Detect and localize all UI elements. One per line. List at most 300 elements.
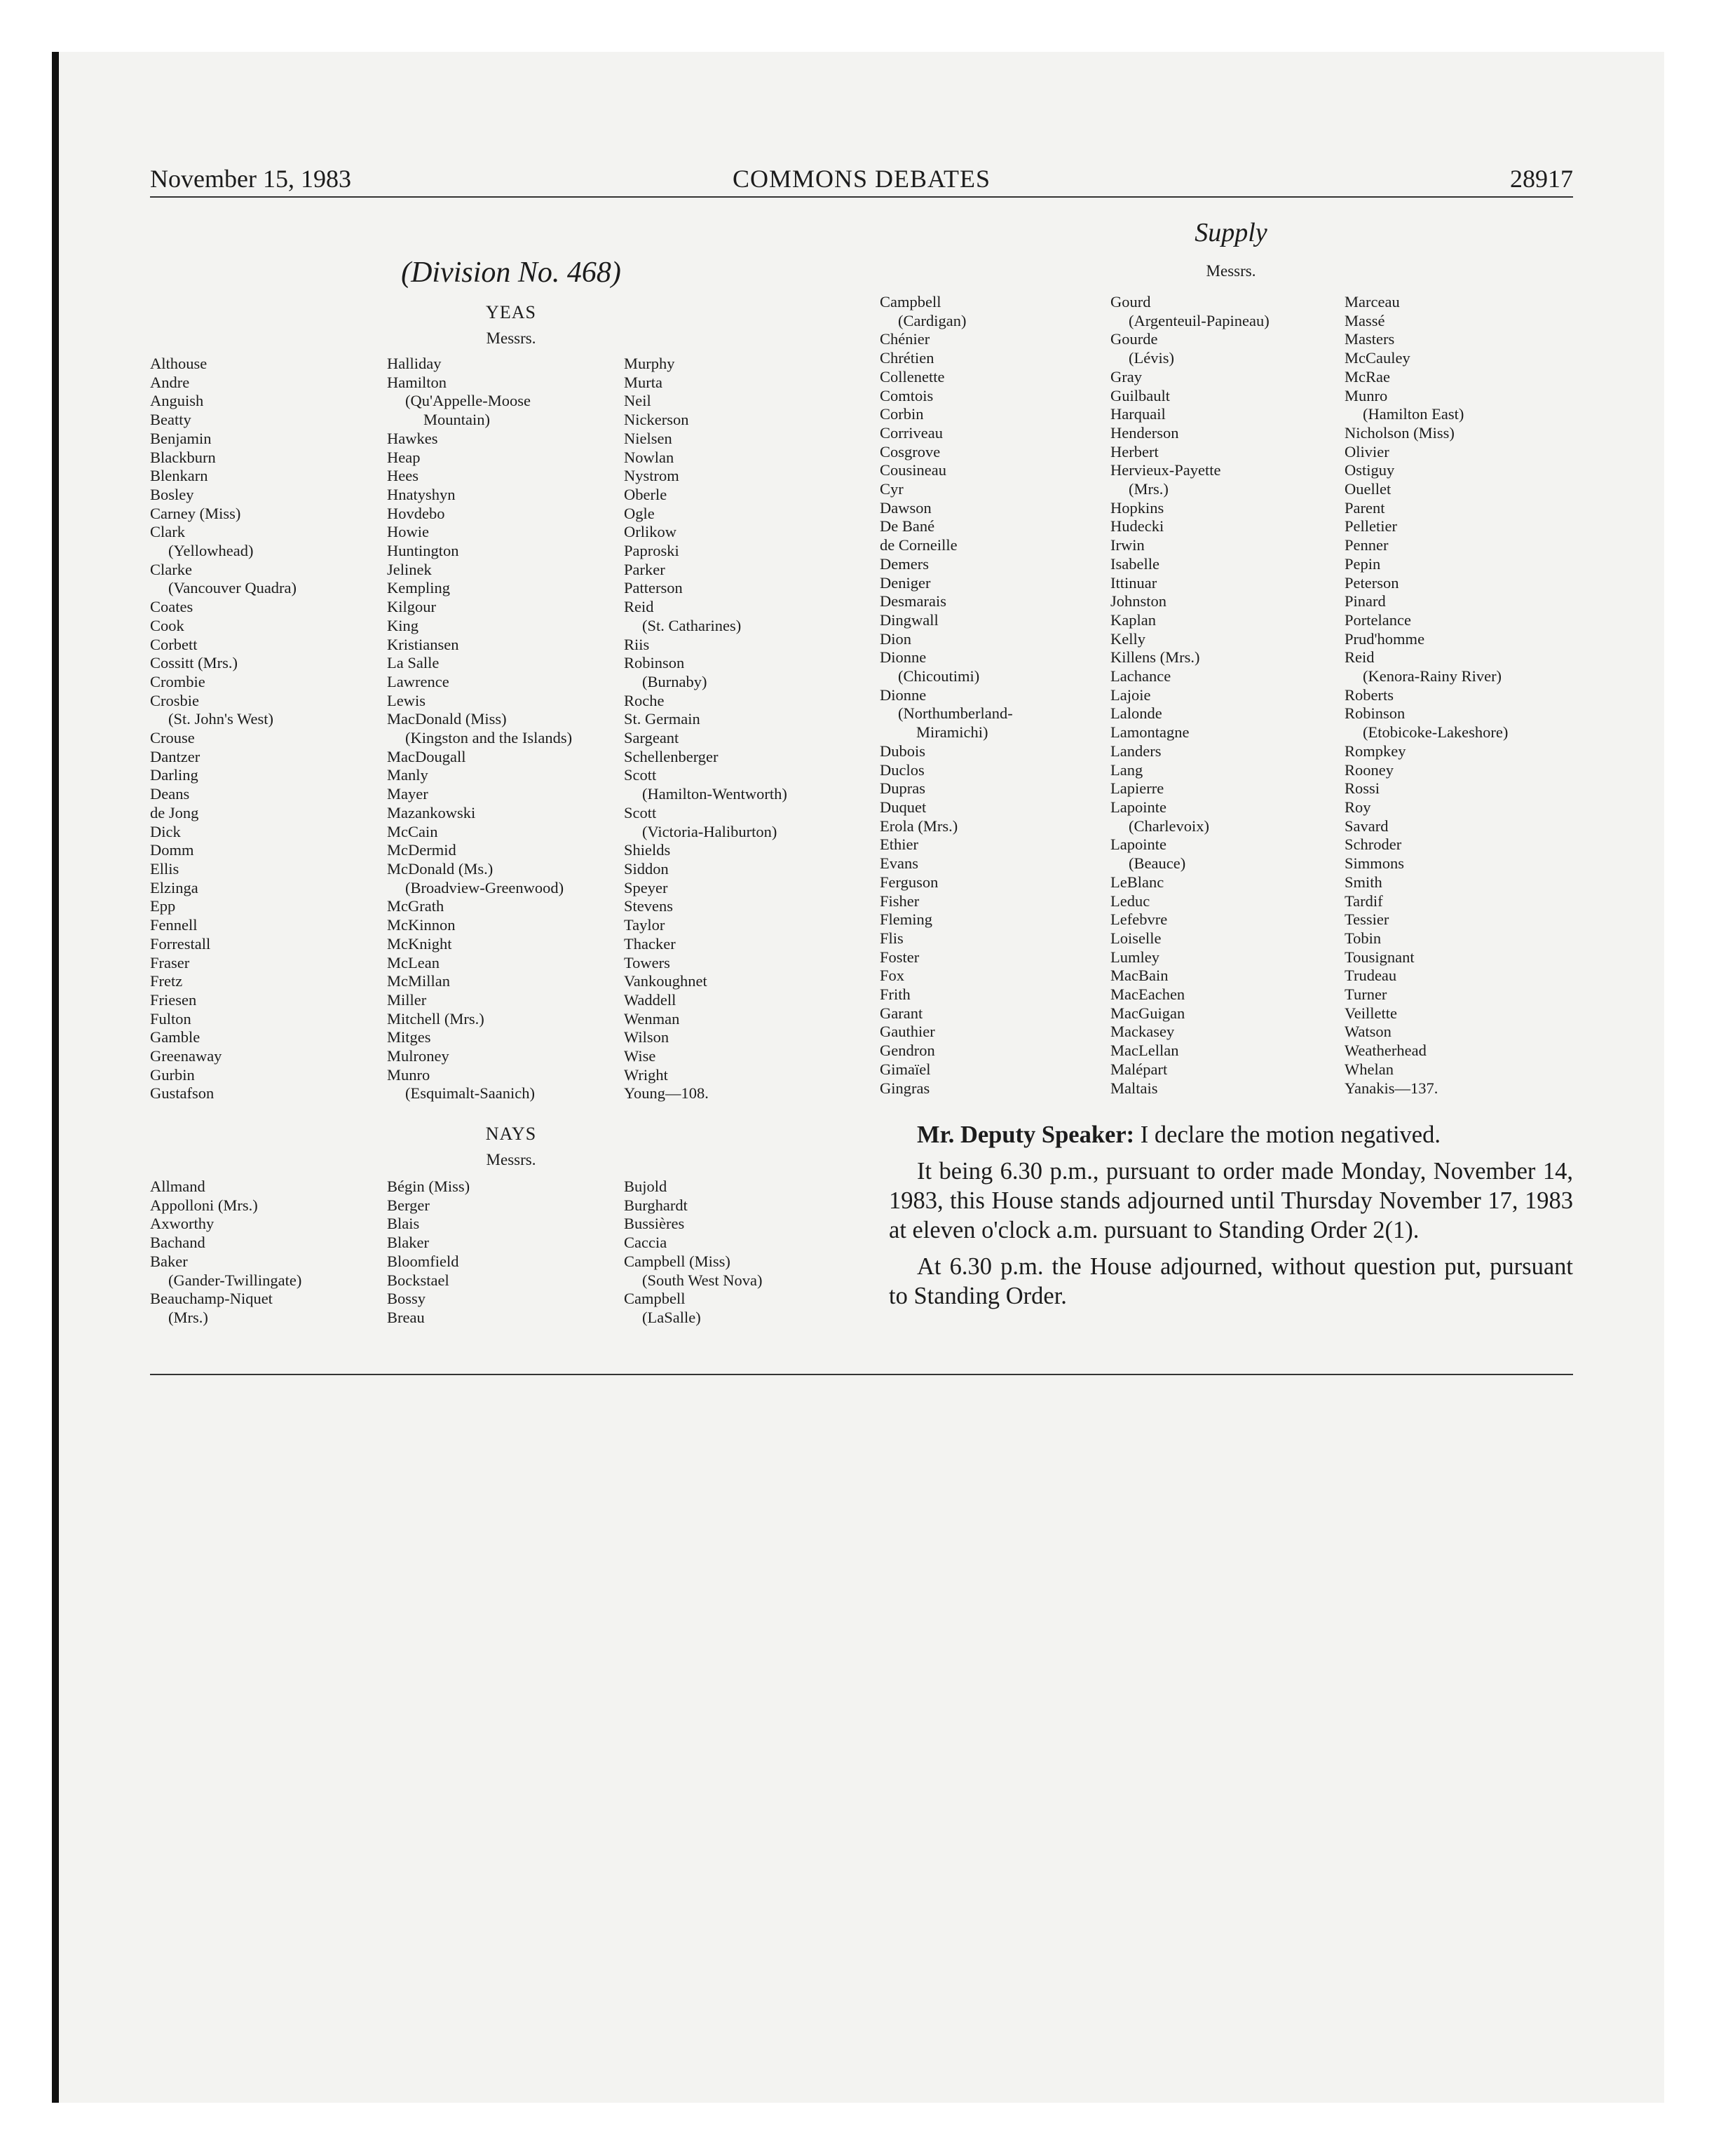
member-name: de Corneille bbox=[880, 536, 958, 554]
member-name: Corbett bbox=[150, 635, 198, 653]
member-name: Kaplan bbox=[1110, 610, 1156, 629]
nays-continued-messrs: Messrs. bbox=[1206, 262, 1256, 280]
nays-column-3 bbox=[624, 1178, 763, 1328]
member-name: Ferguson bbox=[880, 873, 939, 891]
member-name: LeBlanc bbox=[1110, 873, 1164, 891]
riding-name: (Lévis) bbox=[1129, 349, 1174, 367]
member-name: Dubois bbox=[880, 742, 926, 760]
member-name: Breau bbox=[387, 1308, 425, 1326]
member-name: Friesen bbox=[150, 990, 197, 1009]
member-name: Duclos bbox=[880, 760, 925, 779]
member-name: Ogle bbox=[624, 504, 655, 522]
member-name: Bégin (Miss) bbox=[387, 1178, 470, 1195]
member-name: Corbin bbox=[880, 405, 924, 423]
member-name: Watson bbox=[1345, 1023, 1392, 1041]
member-name: Hudecki bbox=[1110, 517, 1164, 535]
member-name: Lamontagne bbox=[1110, 723, 1190, 742]
yeas-column-1 bbox=[150, 355, 297, 1103]
member-name: Mitchell (Mrs.) bbox=[387, 1009, 484, 1028]
yeas-column-2 bbox=[387, 355, 572, 1103]
member-name: Blackburn bbox=[150, 448, 216, 466]
member-name: MacDougall bbox=[387, 747, 466, 765]
member-name: Lefebvre bbox=[1110, 910, 1168, 929]
member-name: Tousignant bbox=[1345, 948, 1415, 966]
riding-name: (Yellowhead) bbox=[168, 542, 254, 560]
member-name: Peterson bbox=[1345, 573, 1399, 592]
member-name: Reid bbox=[1345, 648, 1375, 667]
member-name: Mayer bbox=[387, 785, 428, 803]
member-name: Riis bbox=[624, 635, 650, 653]
closing-proceedings bbox=[889, 1120, 1573, 1318]
vote-total: Young—108. bbox=[624, 1084, 709, 1103]
member-name: Dionne bbox=[880, 685, 927, 704]
riding-name: (St. Catharines) bbox=[642, 616, 742, 634]
member-name: MacLellan bbox=[1110, 1042, 1179, 1060]
riding-name: (Broadview-Greenwood) bbox=[405, 878, 564, 896]
member-name: Hawkes bbox=[387, 429, 438, 447]
member-name: Ouellet bbox=[1345, 480, 1392, 498]
riding-name: (Kenora-Rainy River) bbox=[1363, 667, 1502, 685]
member-name: Munro bbox=[1345, 386, 1388, 404]
member-name: Flis bbox=[880, 929, 904, 947]
riding-name: (Gander-Twillingate) bbox=[168, 1271, 302, 1289]
nays-column-1 bbox=[150, 1178, 301, 1328]
riding-name: Miramichi) bbox=[916, 723, 988, 742]
nays-messrs: Messrs. bbox=[486, 1151, 536, 1168]
member-name: Shields bbox=[624, 841, 671, 859]
member-name: Gimaïel bbox=[880, 1060, 931, 1078]
member-name: McDonald (Ms.) bbox=[387, 859, 494, 878]
member-name: Andre bbox=[150, 373, 190, 391]
member-name: Dantzer bbox=[150, 747, 200, 765]
member-name: Fox bbox=[880, 967, 905, 985]
member-name: Clark bbox=[150, 523, 185, 541]
member-name: Schroder bbox=[1345, 835, 1402, 854]
member-name: Forrestall bbox=[150, 934, 211, 953]
member-name: Hopkins bbox=[1110, 498, 1164, 517]
member-name: Anguish bbox=[150, 392, 204, 410]
header-rule bbox=[150, 196, 1573, 198]
member-name: Blenkarn bbox=[150, 467, 208, 485]
member-name: Berger bbox=[387, 1196, 430, 1214]
page-header bbox=[150, 163, 1573, 195]
adjournment-order-paragraph: It being 6.30 p.m., pursuant to order made Monday, November 14, 1983, this House stands adjourned until Thursday November 17, 1983 at eleven o'clock a.m. pursuant to Standing Order 2(1). bbox=[889, 1158, 1573, 1243]
member-name: Crombie bbox=[150, 672, 205, 690]
member-name: Isabelle bbox=[1110, 554, 1159, 573]
member-name: Maltais bbox=[1110, 1079, 1158, 1097]
member-name: Leduc bbox=[1110, 892, 1150, 910]
member-name: Rompkey bbox=[1345, 742, 1406, 760]
member-name: Wright bbox=[624, 1065, 668, 1084]
member-name: Murphy bbox=[624, 355, 675, 372]
riding-name: (South West Nova) bbox=[642, 1271, 763, 1289]
member-name: Gauthier bbox=[880, 1023, 935, 1041]
member-name: Pelletier bbox=[1345, 517, 1397, 535]
member-name: Bockstael bbox=[387, 1271, 449, 1289]
member-name: Bussières bbox=[624, 1215, 685, 1233]
member-name: Gourd bbox=[1110, 293, 1151, 311]
member-name: Sargeant bbox=[624, 729, 679, 747]
member-name: Lawrence bbox=[387, 672, 449, 690]
member-name: Fretz bbox=[150, 972, 183, 990]
member-name: Garant bbox=[880, 1004, 923, 1022]
member-name: Mazankowski bbox=[387, 803, 476, 821]
member-name: Lewis bbox=[387, 691, 426, 709]
nays-heading: NAYS bbox=[485, 1124, 537, 1144]
member-name: Lalonde bbox=[1110, 704, 1162, 723]
member-name: Crosbie bbox=[150, 691, 199, 709]
member-name: Hamilton bbox=[387, 373, 447, 391]
yeas-column-3 bbox=[624, 355, 787, 1103]
member-name: Hnatyshyn bbox=[387, 485, 456, 503]
member-name: Paproski bbox=[624, 542, 679, 560]
member-name: Burghardt bbox=[624, 1196, 688, 1214]
member-name: Ittinuar bbox=[1110, 573, 1157, 592]
riding-name: (Kingston and the Islands) bbox=[405, 729, 573, 747]
riding-name: (Hamilton East) bbox=[1363, 405, 1464, 423]
member-name: McGrath bbox=[387, 897, 444, 915]
member-name: Kristiansen bbox=[387, 635, 459, 653]
riding-name: (Northumberland- bbox=[898, 704, 1013, 723]
member-name: Cousineau bbox=[880, 461, 946, 479]
member-name: Masters bbox=[1345, 330, 1395, 348]
riding-name: (Etobicoke-Lakeshore) bbox=[1363, 723, 1509, 742]
member-name: Guilbault bbox=[1110, 386, 1170, 404]
member-name: McRae bbox=[1345, 367, 1390, 386]
member-name: Towers bbox=[624, 953, 670, 971]
member-name: Simmons bbox=[1345, 854, 1405, 873]
member-name: Fleming bbox=[880, 910, 933, 929]
member-name: Lajoie bbox=[1110, 685, 1151, 704]
scan-border bbox=[52, 52, 59, 2103]
member-name: Gendron bbox=[880, 1042, 935, 1060]
member-name: Schellenberger bbox=[624, 747, 719, 765]
member-name: Greenaway bbox=[150, 1047, 222, 1065]
member-name: MacEachen bbox=[1110, 985, 1185, 1004]
member-name: Stevens bbox=[624, 897, 673, 915]
member-name: Dingwall bbox=[880, 610, 939, 629]
member-name: Dawson bbox=[880, 498, 932, 517]
member-name: Gray bbox=[1110, 367, 1142, 386]
member-name: Ostiguy bbox=[1345, 461, 1395, 479]
member-name: Roberts bbox=[1345, 685, 1394, 704]
member-name: Wilson bbox=[624, 1028, 669, 1046]
riding-name: (St. John's West) bbox=[168, 710, 273, 728]
member-name: Domm bbox=[150, 841, 194, 859]
member-name: Bujold bbox=[624, 1178, 667, 1195]
member-name: Beauchamp-Niquet bbox=[150, 1290, 273, 1308]
member-name: Beatty bbox=[150, 411, 191, 429]
member-name: Pepin bbox=[1345, 554, 1381, 573]
member-name: Marceau bbox=[1345, 293, 1400, 311]
member-name: Blaker bbox=[387, 1234, 429, 1252]
member-name: Kilgour bbox=[387, 598, 436, 616]
member-name: Duquet bbox=[880, 798, 927, 816]
member-name: Crouse bbox=[150, 729, 195, 747]
member-name: de Jong bbox=[150, 803, 199, 821]
member-name: Althouse bbox=[150, 355, 207, 372]
member-name: Dick bbox=[150, 822, 181, 840]
member-name: Massé bbox=[1345, 311, 1385, 329]
member-name: Rooney bbox=[1345, 760, 1394, 779]
member-name: Vankoughnet bbox=[624, 972, 707, 990]
member-name: Ethier bbox=[880, 835, 918, 854]
member-name: Gurbin bbox=[150, 1065, 195, 1084]
member-name: Coates bbox=[150, 598, 193, 616]
nays-column-2 bbox=[387, 1178, 470, 1328]
member-name: Comtois bbox=[880, 386, 934, 404]
member-name: Henderson bbox=[1110, 423, 1179, 442]
member-name: Neil bbox=[624, 392, 651, 410]
adjournment-paragraph: At 6.30 p.m. the House adjourned, without question put, pursuant to Standing Order. bbox=[889, 1253, 1573, 1309]
member-name: Loiselle bbox=[1110, 929, 1162, 947]
member-name: Campbell (Miss) bbox=[624, 1252, 730, 1270]
member-name: Dupras bbox=[880, 779, 925, 798]
member-name: Deans bbox=[150, 785, 190, 803]
member-name: MacBain bbox=[1110, 967, 1169, 985]
member-name: Orlikow bbox=[624, 523, 676, 541]
header-title: COMMONS DEBATES bbox=[732, 165, 991, 193]
member-name: Fulton bbox=[150, 1009, 191, 1028]
member-name: Lumley bbox=[1110, 948, 1159, 966]
member-name: Waddell bbox=[624, 990, 676, 1009]
member-name: Lang bbox=[1110, 760, 1143, 779]
riding-name: (Chicoutimi) bbox=[898, 667, 980, 685]
member-name: Mackasey bbox=[1110, 1023, 1175, 1041]
member-name: Ellis bbox=[150, 859, 179, 878]
speaker-text: I declare the motion negatived. bbox=[1134, 1121, 1441, 1148]
member-name: Campbell bbox=[880, 293, 941, 311]
member-name: Tardif bbox=[1345, 892, 1383, 910]
member-name: MacGuigan bbox=[1110, 1004, 1185, 1022]
footer-rule bbox=[150, 1374, 1573, 1375]
member-name: Bossy bbox=[387, 1290, 426, 1308]
member-name: Killens (Mrs.) bbox=[1110, 648, 1200, 667]
riding-name: (Charlevoix) bbox=[1129, 817, 1209, 835]
member-name: Appolloni (Mrs.) bbox=[150, 1196, 258, 1214]
member-name: Manly bbox=[387, 766, 428, 784]
member-name: Carney (Miss) bbox=[150, 504, 241, 522]
member-name: Evans bbox=[880, 854, 918, 873]
member-name: Turner bbox=[1345, 985, 1387, 1004]
member-name: Tessier bbox=[1345, 910, 1389, 929]
member-name: McLean bbox=[387, 953, 440, 971]
member-name: Darling bbox=[150, 766, 198, 784]
member-name: Nielsen bbox=[624, 429, 672, 447]
member-name: Dion bbox=[880, 629, 911, 648]
member-name: Wenman bbox=[624, 1009, 680, 1028]
member-name: Cyr bbox=[880, 480, 904, 498]
member-name: Bachand bbox=[150, 1234, 205, 1252]
member-name: Cook bbox=[150, 616, 184, 634]
member-name: McKinnon bbox=[387, 916, 456, 934]
yeas-heading: YEAS bbox=[486, 302, 536, 322]
member-name: Gourde bbox=[1110, 330, 1158, 348]
nays-column-4 bbox=[880, 293, 1013, 1098]
member-name: Lachance bbox=[1110, 667, 1171, 685]
member-name: Miller bbox=[387, 990, 427, 1009]
speaker-statement bbox=[889, 1120, 1573, 1149]
member-name: King bbox=[387, 616, 419, 634]
member-name: La Salle bbox=[387, 654, 440, 672]
member-name: Savard bbox=[1345, 817, 1389, 835]
member-name: Nickerson bbox=[624, 411, 689, 429]
member-name: Lapointe bbox=[1110, 798, 1166, 816]
riding-name: (Mrs.) bbox=[168, 1308, 208, 1326]
riding-name: (Argenteuil-Papineau) bbox=[1129, 311, 1270, 329]
member-name: Herbert bbox=[1110, 442, 1159, 460]
member-name: Demers bbox=[880, 554, 929, 573]
member-name: Fraser bbox=[150, 953, 190, 971]
riding-name: (Cardigan) bbox=[898, 311, 967, 329]
member-name: Chrétien bbox=[880, 349, 934, 367]
member-name: Penner bbox=[1345, 536, 1389, 554]
member-name: Epp bbox=[150, 897, 176, 915]
member-name: Fisher bbox=[880, 892, 920, 910]
nays-column-5 bbox=[1110, 293, 1270, 1098]
member-name: Axworthy bbox=[150, 1215, 215, 1233]
riding-name: (Qu'Appelle-Moose bbox=[405, 392, 531, 410]
member-name: Parent bbox=[1345, 498, 1385, 517]
member-name: Wise bbox=[624, 1047, 656, 1065]
member-name: Portelance bbox=[1345, 610, 1411, 629]
member-name: Trudeau bbox=[1345, 967, 1397, 985]
riding-name: (Burnaby) bbox=[642, 672, 707, 690]
member-name: Blais bbox=[387, 1215, 420, 1233]
member-name: Thacker bbox=[624, 934, 676, 953]
member-name: McCain bbox=[387, 822, 438, 840]
member-name: Caccia bbox=[624, 1234, 667, 1252]
nays-column-6 bbox=[1345, 293, 1508, 1098]
member-name: Rossi bbox=[1345, 779, 1380, 798]
member-name: Gamble bbox=[150, 1028, 200, 1046]
member-name: Deniger bbox=[880, 573, 931, 592]
member-name: Harquail bbox=[1110, 405, 1166, 423]
member-name: Hees bbox=[387, 467, 419, 485]
member-name: Munro bbox=[387, 1065, 430, 1084]
riding-name: (Vancouver Quadra) bbox=[168, 579, 297, 597]
member-name: Halliday bbox=[387, 355, 442, 372]
member-name: Cossitt (Mrs.) bbox=[150, 654, 238, 672]
member-name: Corriveau bbox=[880, 423, 943, 442]
member-name: MacDonald (Miss) bbox=[387, 710, 507, 728]
member-name: Scott bbox=[624, 766, 657, 784]
member-name: Elzinga bbox=[150, 878, 198, 896]
member-name: Whelan bbox=[1345, 1060, 1394, 1078]
member-name: Jelinek bbox=[387, 560, 432, 578]
member-name: Huntington bbox=[387, 542, 459, 560]
section-title: Supply bbox=[1195, 218, 1267, 247]
member-name: Lapointe bbox=[1110, 835, 1166, 854]
member-name: Roche bbox=[624, 691, 665, 709]
member-name: Erola (Mrs.) bbox=[880, 817, 958, 835]
riding-name: (Victoria-Haliburton) bbox=[642, 822, 777, 840]
member-name: Prud'homme bbox=[1345, 629, 1425, 648]
member-name: Campbell bbox=[624, 1290, 686, 1308]
member-name: Malépart bbox=[1110, 1060, 1168, 1078]
speaker-label: Mr. Deputy Speaker: bbox=[917, 1121, 1135, 1148]
riding-name: Mountain) bbox=[423, 411, 490, 429]
member-name: Howie bbox=[387, 523, 429, 541]
riding-name: (Beauce) bbox=[1129, 854, 1186, 873]
member-name: Gustafson bbox=[150, 1084, 215, 1103]
member-name: Parker bbox=[624, 560, 665, 578]
member-name: Clarke bbox=[150, 560, 192, 578]
member-name: Bosley bbox=[150, 485, 194, 503]
member-name: Speyer bbox=[624, 878, 668, 896]
member-name: Collenette bbox=[880, 367, 945, 386]
member-name: Veillette bbox=[1345, 1004, 1397, 1022]
member-name: Johnston bbox=[1110, 592, 1167, 610]
member-name: McKnight bbox=[387, 934, 452, 953]
member-name: Hervieux-Payette bbox=[1110, 461, 1221, 479]
riding-name: (Mrs.) bbox=[1129, 480, 1169, 498]
riding-name: (LaSalle) bbox=[642, 1308, 701, 1326]
member-name: Kempling bbox=[387, 579, 450, 597]
member-name: Fennell bbox=[150, 916, 198, 934]
member-name: Lapierre bbox=[1110, 779, 1164, 798]
member-name: Mulroney bbox=[387, 1047, 449, 1065]
member-name: Chénier bbox=[880, 330, 930, 348]
member-name: Olivier bbox=[1345, 442, 1389, 460]
vote-total: Yanakis—137. bbox=[1345, 1079, 1438, 1097]
member-name: Heap bbox=[387, 448, 421, 466]
member-name: De Bané bbox=[880, 517, 935, 535]
member-name: Nowlan bbox=[624, 448, 674, 466]
member-name: Mitges bbox=[387, 1028, 431, 1046]
yeas-messrs: Messrs. bbox=[486, 329, 536, 347]
member-name: Robinson bbox=[624, 654, 685, 672]
member-name: Benjamin bbox=[150, 429, 212, 447]
member-name: Reid bbox=[624, 598, 654, 616]
header-page-number: 28917 bbox=[1510, 165, 1573, 193]
member-name: Taylor bbox=[624, 916, 665, 934]
member-name: Bloomfield bbox=[387, 1252, 459, 1270]
member-name: Frith bbox=[880, 985, 911, 1004]
member-name: Pinard bbox=[1345, 592, 1386, 610]
member-name: Patterson bbox=[624, 579, 683, 597]
member-name: Cosgrove bbox=[880, 442, 941, 460]
member-name: Landers bbox=[1110, 742, 1162, 760]
member-name: Dionne bbox=[880, 648, 927, 667]
member-name: Smith bbox=[1345, 873, 1382, 891]
division-title: (Division No. 468) bbox=[401, 257, 621, 289]
member-name: Siddon bbox=[624, 859, 669, 878]
riding-name: (Esquimalt-Saanich) bbox=[405, 1084, 535, 1103]
member-name: Scott bbox=[624, 803, 657, 821]
member-name: McMillan bbox=[387, 972, 450, 990]
member-name: Kelly bbox=[1110, 629, 1145, 648]
member-name: Nicholson (Miss) bbox=[1345, 423, 1455, 442]
member-name: Foster bbox=[880, 948, 920, 966]
member-name: St. Germain bbox=[624, 710, 700, 728]
member-name: Irwin bbox=[1110, 536, 1145, 554]
header-date: November 15, 1983 bbox=[150, 165, 351, 193]
member-name: Baker bbox=[150, 1252, 188, 1270]
member-name: McDermid bbox=[387, 841, 456, 859]
member-name: Weatherhead bbox=[1345, 1042, 1427, 1060]
member-name: McCauley bbox=[1345, 349, 1410, 367]
member-name: Hovdebo bbox=[387, 504, 445, 522]
member-name: Murta bbox=[624, 373, 662, 391]
member-name: Allmand bbox=[150, 1178, 205, 1195]
member-name: Oberle bbox=[624, 485, 667, 503]
member-name: Nystrom bbox=[624, 467, 679, 485]
member-name: Gingras bbox=[880, 1079, 930, 1097]
member-name: Desmarais bbox=[880, 592, 946, 610]
member-name: Tobin bbox=[1345, 929, 1382, 947]
member-name: Robinson bbox=[1345, 704, 1406, 723]
